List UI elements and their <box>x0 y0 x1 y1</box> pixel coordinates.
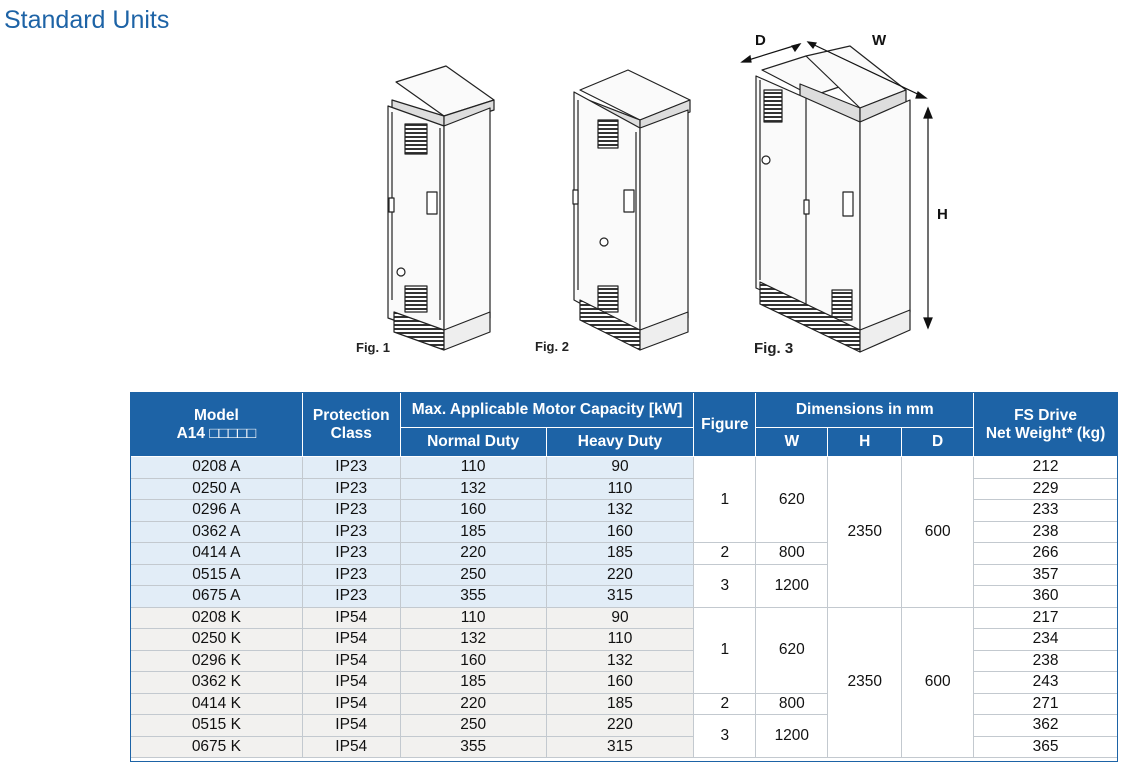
class-cell: IP23 <box>302 586 400 608</box>
weight-cell: 365 <box>974 736 1118 758</box>
normal-duty-cell: 132 <box>400 629 546 651</box>
header-protection-class: Protection Class <box>302 393 400 457</box>
heavy-duty-cell: 185 <box>546 693 694 715</box>
model-cell: 0362 K <box>131 672 303 694</box>
model-cell: 0250 A <box>131 478 303 500</box>
heavy-duty-cell: 315 <box>546 586 694 608</box>
heavy-duty-cell: 110 <box>546 629 694 651</box>
class-cell: IP54 <box>302 672 400 694</box>
class-cell: IP23 <box>302 564 400 586</box>
model-cell: 0362 A <box>131 521 303 543</box>
cabinet-fig2-drawing <box>573 70 690 350</box>
model-cell: 0296 A <box>131 500 303 522</box>
heavy-duty-cell: 220 <box>546 715 694 737</box>
ip54-group <box>131 607 1118 758</box>
normal-duty-cell: 110 <box>400 457 546 479</box>
figure-cell: 1 <box>694 607 756 693</box>
header-heavy-duty: Heavy Duty <box>546 428 694 457</box>
width-cell: 1200 <box>756 715 828 758</box>
model-cell: 0675 K <box>131 736 303 758</box>
class-cell: IP54 <box>302 607 400 629</box>
class-cell: IP23 <box>302 478 400 500</box>
cabinet-fig1-drawing <box>388 66 494 350</box>
figure-cell: 2 <box>694 543 756 565</box>
normal-duty-cell: 220 <box>400 693 546 715</box>
depth-cell: 600 <box>902 457 974 608</box>
weight-cell: 233 <box>974 500 1118 522</box>
heavy-duty-cell: 132 <box>546 650 694 672</box>
weight-cell: 243 <box>974 672 1118 694</box>
header-normal-duty: Normal Duty <box>400 428 546 457</box>
normal-duty-cell: 110 <box>400 607 546 629</box>
normal-duty-cell: 160 <box>400 650 546 672</box>
weight-cell: 238 <box>974 521 1118 543</box>
weight-cell: 266 <box>974 543 1118 565</box>
class-cell: IP23 <box>302 543 400 565</box>
header-width: W <box>756 428 828 457</box>
dimension-label-w: W <box>872 32 887 49</box>
weight-cell: 238 <box>974 650 1118 672</box>
figure-cell: 2 <box>694 693 756 715</box>
heavy-duty-cell: 110 <box>546 478 694 500</box>
weight-cell: 212 <box>974 457 1118 479</box>
heavy-duty-cell: 90 <box>546 607 694 629</box>
figure-cell: 3 <box>694 715 756 758</box>
class-cell: IP23 <box>302 500 400 522</box>
normal-duty-cell: 185 <box>400 672 546 694</box>
model-cell: 0208 A <box>131 457 303 479</box>
model-cell: 0414 A <box>131 543 303 565</box>
cabinet-illustrations <box>0 0 1132 380</box>
model-cell: 0515 K <box>131 715 303 737</box>
weight-cell: 362 <box>974 715 1118 737</box>
model-cell: 0675 A <box>131 586 303 608</box>
model-cell: 0414 K <box>131 693 303 715</box>
model-cell: 0296 K <box>131 650 303 672</box>
heavy-duty-cell: 160 <box>546 521 694 543</box>
class-cell: IP23 <box>302 521 400 543</box>
table-row <box>131 607 1118 629</box>
fig3-caption: Fig. 3 <box>754 340 794 357</box>
width-cell: 800 <box>756 693 828 715</box>
heavy-duty-cell: 315 <box>546 736 694 758</box>
normal-duty-cell: 250 <box>400 715 546 737</box>
normal-duty-cell: 185 <box>400 521 546 543</box>
specifications-table <box>130 392 1118 758</box>
model-cell: 0208 K <box>131 607 303 629</box>
fig1-caption: Fig. 1 <box>356 340 390 355</box>
weight-cell: 234 <box>974 629 1118 651</box>
class-cell: IP54 <box>302 650 400 672</box>
table-row <box>131 457 1118 479</box>
weight-cell: 360 <box>974 586 1118 608</box>
heavy-duty-cell: 90 <box>546 457 694 479</box>
header-motor-capacity: Max. Applicable Motor Capacity [kW] <box>400 393 694 428</box>
heavy-duty-cell: 132 <box>546 500 694 522</box>
weight-cell: 357 <box>974 564 1118 586</box>
model-cell: 0515 A <box>131 564 303 586</box>
weight-cell: 271 <box>974 693 1118 715</box>
fig2-caption: Fig. 2 <box>535 339 569 354</box>
class-cell: IP54 <box>302 629 400 651</box>
class-cell: IP23 <box>302 457 400 479</box>
heavy-duty-cell: 160 <box>546 672 694 694</box>
figure-cell: 3 <box>694 564 756 607</box>
header-model: Model A14 □□□□□ <box>131 393 303 457</box>
header-net-weight: FS Drive Net Weight* (kg) <box>974 393 1118 457</box>
cabinet-fig3-drawing <box>756 46 910 352</box>
height-cell: 2350 <box>828 457 902 608</box>
class-cell: IP54 <box>302 736 400 758</box>
normal-duty-cell: 132 <box>400 478 546 500</box>
figure-cell: 1 <box>694 457 756 543</box>
normal-duty-cell: 250 <box>400 564 546 586</box>
dimension-label-h: H <box>937 206 948 223</box>
header-depth: D <box>902 428 974 457</box>
class-cell: IP54 <box>302 693 400 715</box>
width-cell: 800 <box>756 543 828 565</box>
page-title: Standard Units <box>4 6 170 34</box>
width-cell: 1200 <box>756 564 828 607</box>
header-dimensions: Dimensions in mm <box>756 393 974 428</box>
width-cell: 620 <box>756 457 828 543</box>
normal-duty-cell: 355 <box>400 586 546 608</box>
depth-cell: 600 <box>902 607 974 758</box>
normal-duty-cell: 160 <box>400 500 546 522</box>
header-figure: Figure <box>694 393 756 457</box>
dimension-label-d: D <box>755 32 766 49</box>
normal-duty-cell: 220 <box>400 543 546 565</box>
normal-duty-cell: 355 <box>400 736 546 758</box>
weight-cell: 217 <box>974 607 1118 629</box>
model-cell: 0250 K <box>131 629 303 651</box>
ip23-group <box>131 457 1118 608</box>
heavy-duty-cell: 185 <box>546 543 694 565</box>
header-height: H <box>828 428 902 457</box>
weight-cell: 229 <box>974 478 1118 500</box>
height-cell: 2350 <box>828 607 902 758</box>
class-cell: IP54 <box>302 715 400 737</box>
heavy-duty-cell: 220 <box>546 564 694 586</box>
width-cell: 620 <box>756 607 828 693</box>
